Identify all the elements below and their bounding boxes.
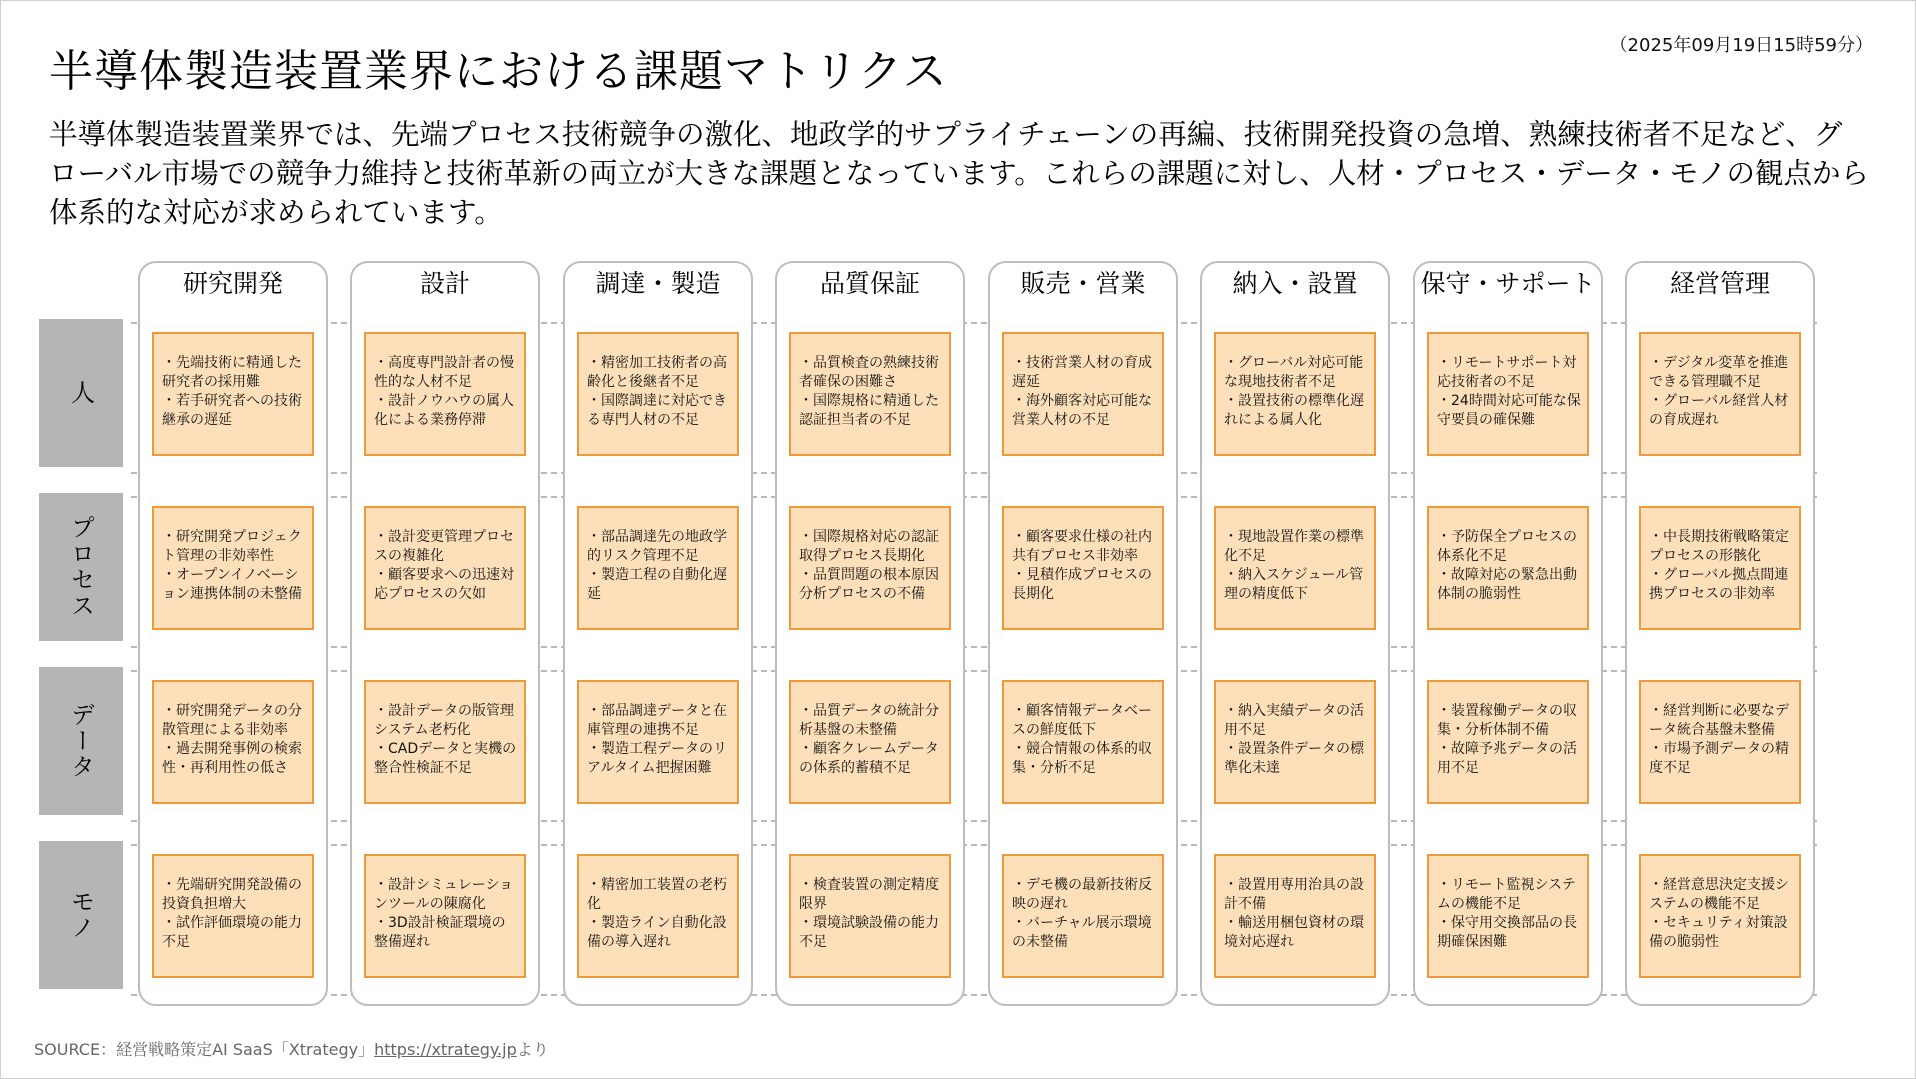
column-header: 研究開発	[182, 269, 283, 298]
matrix-cell: ・デモ機の最新技術反映の遅れ ・バーチャル展示環境の未整備	[1002, 854, 1164, 978]
matrix-cell: ・高度専門設計者の慢性的な人材不足 ・設計ノウハウの属人化による業務停滞	[364, 332, 526, 456]
column-header: 経営管理	[1669, 269, 1770, 298]
matrix-cell: ・設計変更管理プロセスの複雑化 ・顧客要求への迅速対応プロセスの欠如	[364, 506, 526, 630]
matrix-cell: ・リモート監視システムの機能不足 ・保守用交換部品の長期確保困難	[1427, 854, 1589, 978]
matrix-cell: ・精密加工装置の老朽化 ・製造ライン自動化設備の導入遅れ	[577, 854, 739, 978]
timestamp: （2025年09月19日15時59分）	[1609, 35, 1873, 56]
matrix-cell: ・リモートサポート対応技術者の不足 ・24時間対応可能な保守要員の確保難	[1427, 332, 1589, 456]
matrix-cell: ・精密加工技術者の高齢化と後継者不足 ・国際調達に対応できる専門人材の不足	[577, 332, 739, 456]
matrix-cell: ・先端研究開発設備の投資負担増大 ・試作評価環境の能力不足	[152, 854, 314, 978]
matrix-cell: ・品質データの統計分析基盤の未整備 ・顧客クレームデータの体系的蓄積不足	[789, 680, 951, 804]
matrix-cell: ・品質検査の熟練技術者確保の困難さ ・国際規格に精通した認証担当者の不足	[789, 332, 951, 456]
matrix-cell: ・部品調達先の地政学的リスク管理不足 ・製造工程の自動化遅延	[577, 506, 739, 630]
row-label: プロセス	[39, 493, 123, 641]
matrix-cell: ・中長期技術戦略策定プロセスの形骸化 ・グローバル拠点間連携プロセスの非効率	[1639, 506, 1801, 630]
row-label: データ	[39, 667, 123, 815]
matrix-cell: ・装置稼働データの収集・分析体制不備 ・故障予兆データの活用不足	[1427, 680, 1589, 804]
intro-paragraph: 半導体製造装置業界では、先端プロセス技術競争の激化、地政学的サプライチェーンの再編、技術開発投資の急増、熟練技術者不足など、グローバル市場での競争力維持と技術革新の両立が大きな課題となっています。これらの課題に対し、人材・プロセス・データ・モノの観点から体系的な対応が求められています。	[49, 118, 1870, 229]
row-label: モノ	[39, 841, 123, 989]
column-header: 納入・設置	[1232, 269, 1358, 298]
matrix-cell: ・顧客情報データベースの鮮度低下 ・競合情報の体系的収集・分析不足	[1002, 680, 1164, 804]
matrix-cell: ・検査装置の測定精度限界 ・環境試験設備の能力不足	[789, 854, 951, 978]
matrix-cell: ・納入実績データの活用不足 ・設置条件データの標準化未達	[1214, 680, 1376, 804]
matrix-cell: ・設計データの版管理システム老朽化 ・CADデータと実機の整合性検証不足	[364, 680, 526, 804]
matrix-cell: ・設計シミュレーションツールの陳腐化 ・3D設計検証環境の整備遅れ	[364, 854, 526, 978]
matrix-cell: ・技術営業人材の育成遅延 ・海外顧客対応可能な営業人材の不足	[1002, 332, 1164, 456]
page-title: 半導体製造装置業界における課題マトリクス	[49, 46, 948, 97]
matrix-cell: ・部品調達データと在庫管理の連携不足 ・製造工程データのリアルタイム把握困難	[577, 680, 739, 804]
source-link[interactable]: https://xtrategy.jp	[374, 1040, 517, 1059]
source-line	[34, 1037, 549, 1060]
source-suffix: より	[516, 1040, 549, 1059]
column-header: 販売・営業	[1020, 269, 1146, 298]
matrix-cell: ・経営判断に必要なデータ統合基盤未整備 ・市場予測データの精度不足	[1639, 680, 1801, 804]
matrix-cell: ・顧客要求仕様の社内共有プロセス非効率 ・見積作成プロセスの長期化	[1002, 506, 1164, 630]
matrix-cell: ・グローバル対応可能な現地技術者不足 ・設置技術の標準化遅れによる属人化	[1214, 332, 1376, 456]
column-header: 保守・サポート	[1420, 269, 1596, 298]
matrix-cell: ・設置用専用治具の設計不備 ・輸送用梱包資材の環境対応遅れ	[1214, 854, 1376, 978]
matrix-cell: ・デジタル変革を推進できる管理職不足 ・グローバル経営人材の育成遅れ	[1639, 332, 1801, 456]
matrix-cell: ・研究開発データの分散管理による非効率 ・過去開発事例の検索性・再利用性の低さ	[152, 680, 314, 804]
column-header: 調達・製造	[595, 269, 721, 298]
row-label: 人	[39, 319, 123, 467]
matrix-cell: ・国際規格対応の認証取得プロセス長期化 ・品質問題の根本原因分析プロセスの不備	[789, 506, 951, 630]
matrix-cell: ・現地設置作業の標準化不足 ・納入スケジュール管理の精度低下	[1214, 506, 1376, 630]
matrix-cell: ・経営意思決定支援システムの機能不足 ・セキュリティ対策設備の脆弱性	[1639, 854, 1801, 978]
column-header: 設計	[419, 269, 470, 298]
matrix-cell: ・先端技術に精通した研究者の採用難 ・若手研究者への技術継承の遅延	[152, 332, 314, 456]
column-header: 品質保証	[819, 269, 920, 298]
matrix-cell: ・研究開発プロジェクト管理の非効率性 ・オープンイノベーション連携体制の未整備	[152, 506, 314, 630]
source-prefix: SOURCE：経営戦略策定AI SaaS「Xtrategy」	[34, 1040, 375, 1059]
matrix-cell: ・予防保全プロセスの体系化不足 ・故障対応の緊急出動体制の脆弱性	[1427, 506, 1589, 630]
